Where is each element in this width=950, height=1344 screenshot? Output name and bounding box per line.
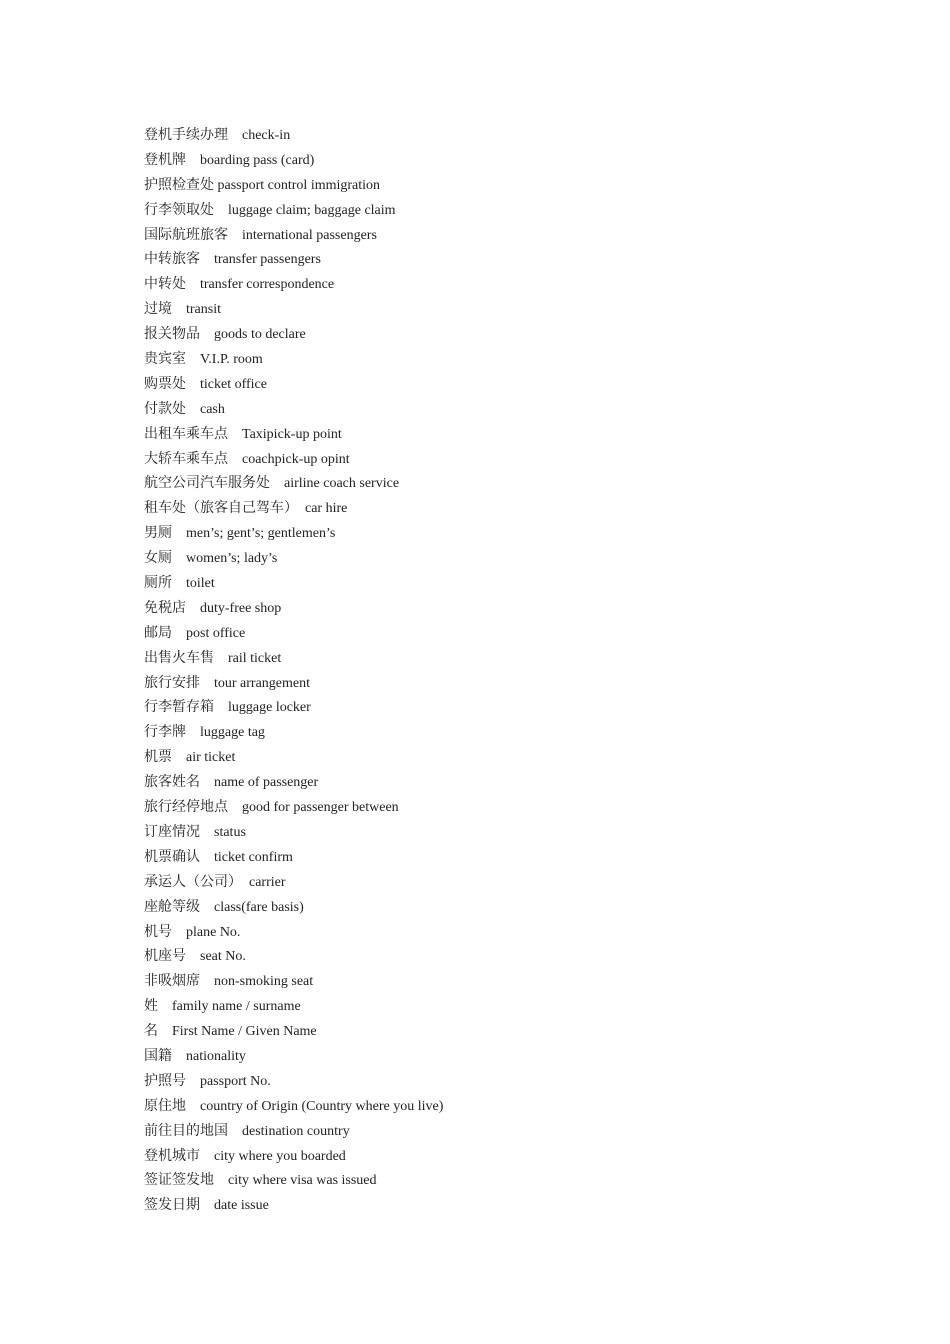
glossary-entry: 国籍 nationality [144,1048,246,1064]
glossary-entry: 旅行安排 tour arrangement [144,675,311,691]
glossary-entry: 租车处（旅客自己驾车） car hire [144,501,348,517]
glossary-entry: 旅客姓名 name of passenger [144,775,319,791]
glossary-entry: 中转旅客 transfer passengers [144,252,321,268]
glossary-entry: 承运人（公司） carrier [144,874,286,890]
glossary-entry: 中转处 transfer correspondence [144,277,335,293]
glossary-entry: 航空公司汽车服务处 airline coach service [144,476,400,492]
glossary-entry: 名 First Name / Given Name [144,1024,317,1040]
glossary-entry: 姓 family name / surname [144,999,301,1015]
glossary-entry: 登机手续办理 check-in [144,128,291,143]
glossary-entry: 签证签发地 city where visa was issued [144,1173,377,1189]
glossary-entry: 购票处 ticket office [144,376,267,392]
glossary-entry: 机票确认 ticket confirm [144,849,293,865]
glossary-list [144,124,443,1219]
glossary-entry: 登机牌 boarding pass (card) [144,152,315,168]
glossary-entry: 女厕 women’s; lady’s [144,551,278,567]
glossary-entry: 邮局 post office [144,625,246,641]
glossary-entry: 男厕 men’s; gent’s; gentlemen’s [144,526,336,542]
glossary-entry: 出租车乘车点 Taxipick-up point [144,426,342,442]
glossary-entry: 机号 plane No. [144,924,241,940]
glossary-entry: 非吸烟席 non-smoking seat [144,974,314,990]
glossary-entry: 机座号 seat No. [144,949,246,965]
glossary-entry: 护照号 passport No. [144,1073,271,1089]
glossary-entry: 大轿车乘车点 coachpick-up opint [144,451,350,467]
glossary-entry: 原住地 country of Origin (Country where you live) [144,1098,444,1114]
glossary-entry: 报关物品 goods to declare [144,327,306,343]
glossary-entry: 出售火车售 rail ticket [144,650,282,666]
glossary-entry: 免税店 duty-free shop [144,600,282,616]
glossary-entry: 国际航班旅客 international passengers [144,227,377,243]
glossary-entry: 旅行经停地点 good for passenger between [144,800,399,816]
glossary-entry: 签发日期 date issue [144,1198,269,1214]
glossary-entry: 厕所 toilet [144,576,215,592]
glossary-entry: 贵宾室 V.I.P. room [144,352,263,368]
glossary-entry: 机票 air ticket [144,750,236,766]
glossary-entry: 行李暂存箱 luggage locker [144,700,311,716]
glossary-entry: 前往目的地国 destination country [144,1123,350,1139]
glossary-entry: 护照检查处 passport control immigration [144,177,381,193]
glossary-entry: 登机城市 city where you boarded [144,1148,346,1164]
glossary-entry: 座舱等级 class(fare basis) [144,899,304,915]
glossary-entry: 行李领取处 luggage claim; baggage claim [144,202,396,218]
glossary-entry: 付款处 cash [144,401,225,417]
glossary-entry: 订座情况 status [144,824,246,840]
glossary-entry: 过境 transit [144,302,221,318]
glossary-entry: 行李牌 luggage tag [144,725,265,741]
